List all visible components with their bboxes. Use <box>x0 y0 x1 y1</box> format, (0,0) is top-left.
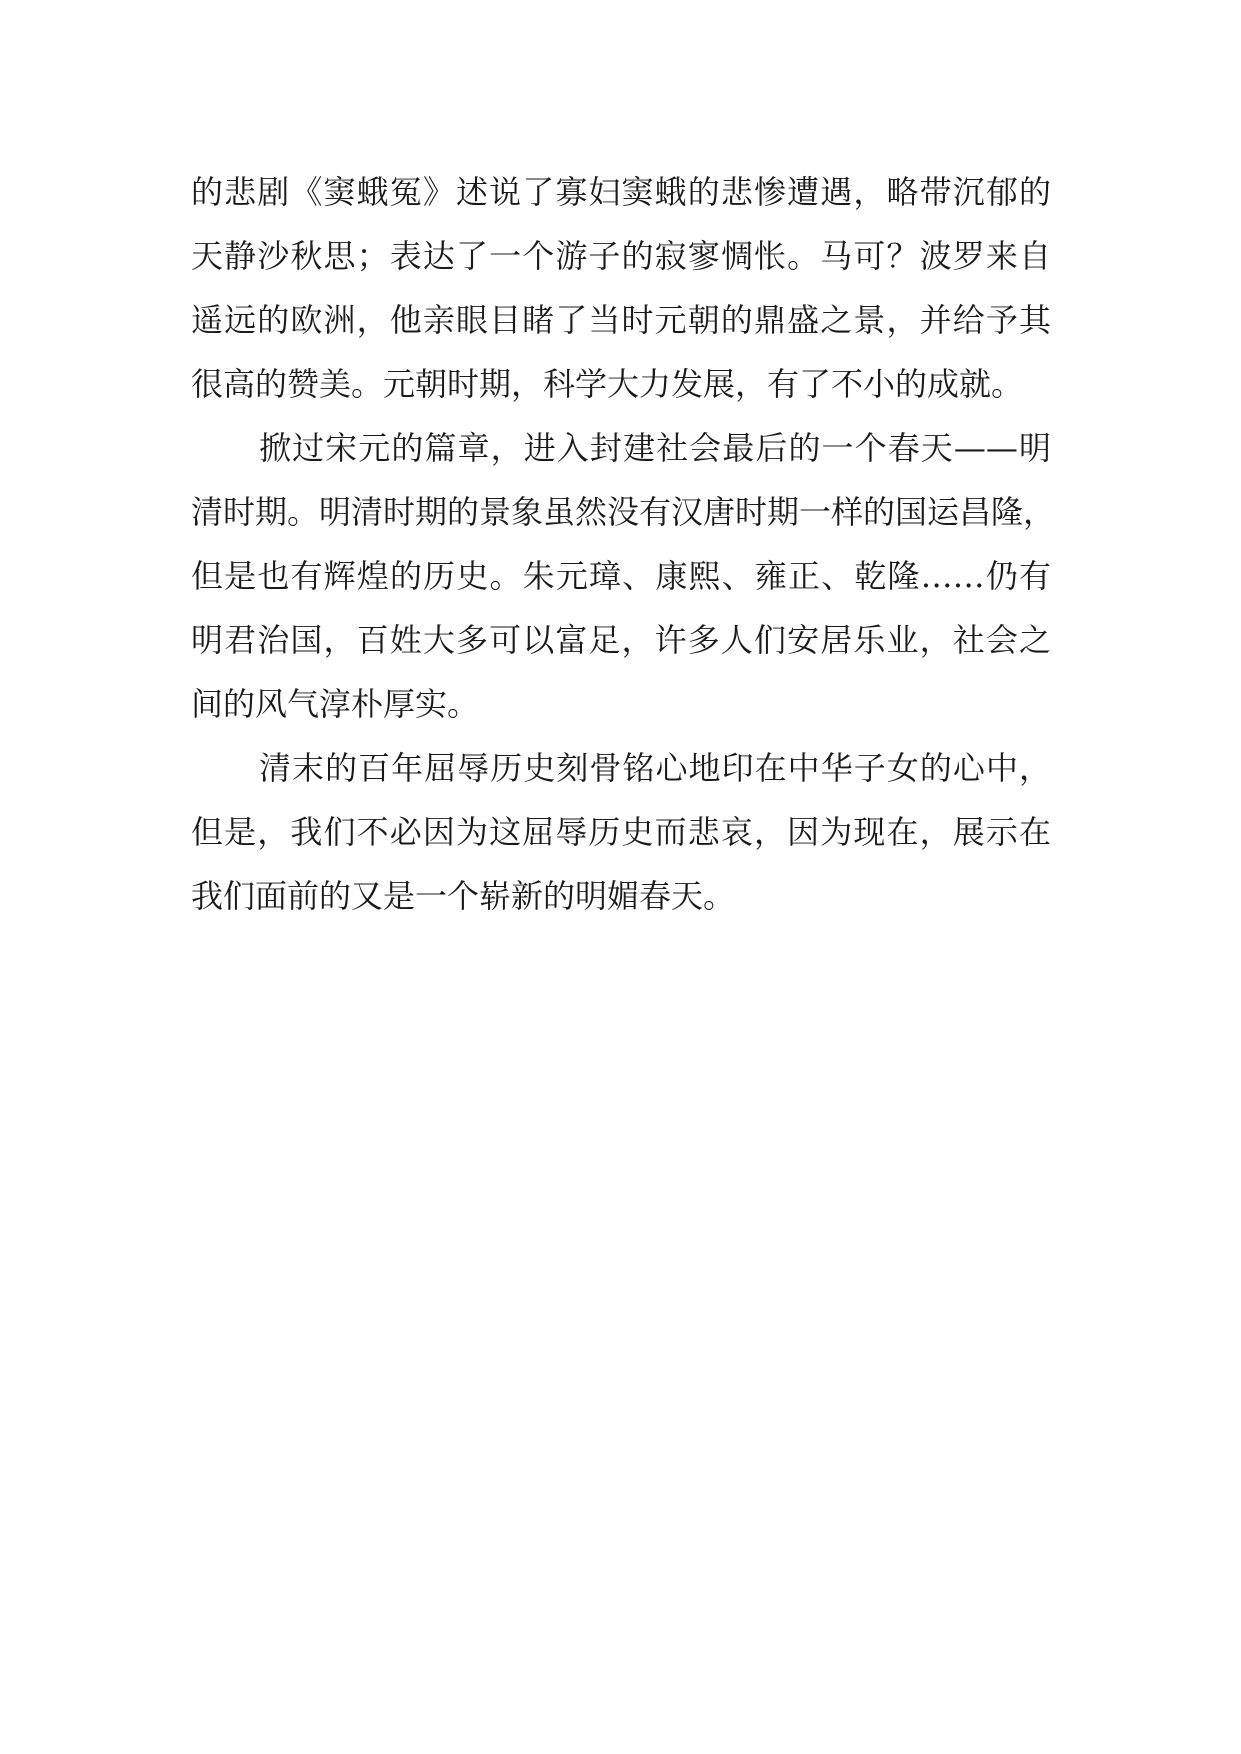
text-line: 天静沙秋思；表达了一个游子的寂寥惆怅。马可？波罗来自 <box>191 237 1051 275</box>
text-line: 我们面前的又是一个崭新的明媚春天。 <box>191 877 736 915</box>
text-line: 的悲剧《窦蛾冤》述说了寡妇窦蛾的悲惨遭遇，略带沉郁的 <box>191 173 1051 211</box>
text-line: 遥远的欧洲，他亲眼目睹了当时元朝的鼎盛之景，并给予其 <box>191 301 1051 339</box>
text-line: 但是，我们不必因为这屈辱历史而悲哀，因为现在，展示在 <box>191 813 1051 851</box>
text-line: 很高的赞美。元朝时期，科学大力发展，有了不小的成就。 <box>191 365 1024 403</box>
paragraph <box>191 160 1051 416</box>
document-body <box>191 160 1056 928</box>
text-line: 清末的百年屈辱历史刻骨铭心地印在中华子女的心中， <box>259 749 1051 787</box>
paragraph <box>191 736 1051 928</box>
text-line: 明君治国，百姓大多可以富足，许多人们安居乐业，社会之 <box>191 621 1051 659</box>
paragraph <box>191 416 1056 736</box>
text-line: 掀过宋元的篇章，进入封建社会最后的一个春天——明 <box>259 429 1051 467</box>
text-line: 清时期。明清时期的景象虽然没有汉唐时期一样的国运昌隆， <box>191 493 1056 531</box>
text-line: 但是也有辉煌的历史。朱元璋、康熙、雍正、乾隆……仍有 <box>191 557 1051 595</box>
text-line: 间的风气淳朴厚实。 <box>191 685 480 723</box>
